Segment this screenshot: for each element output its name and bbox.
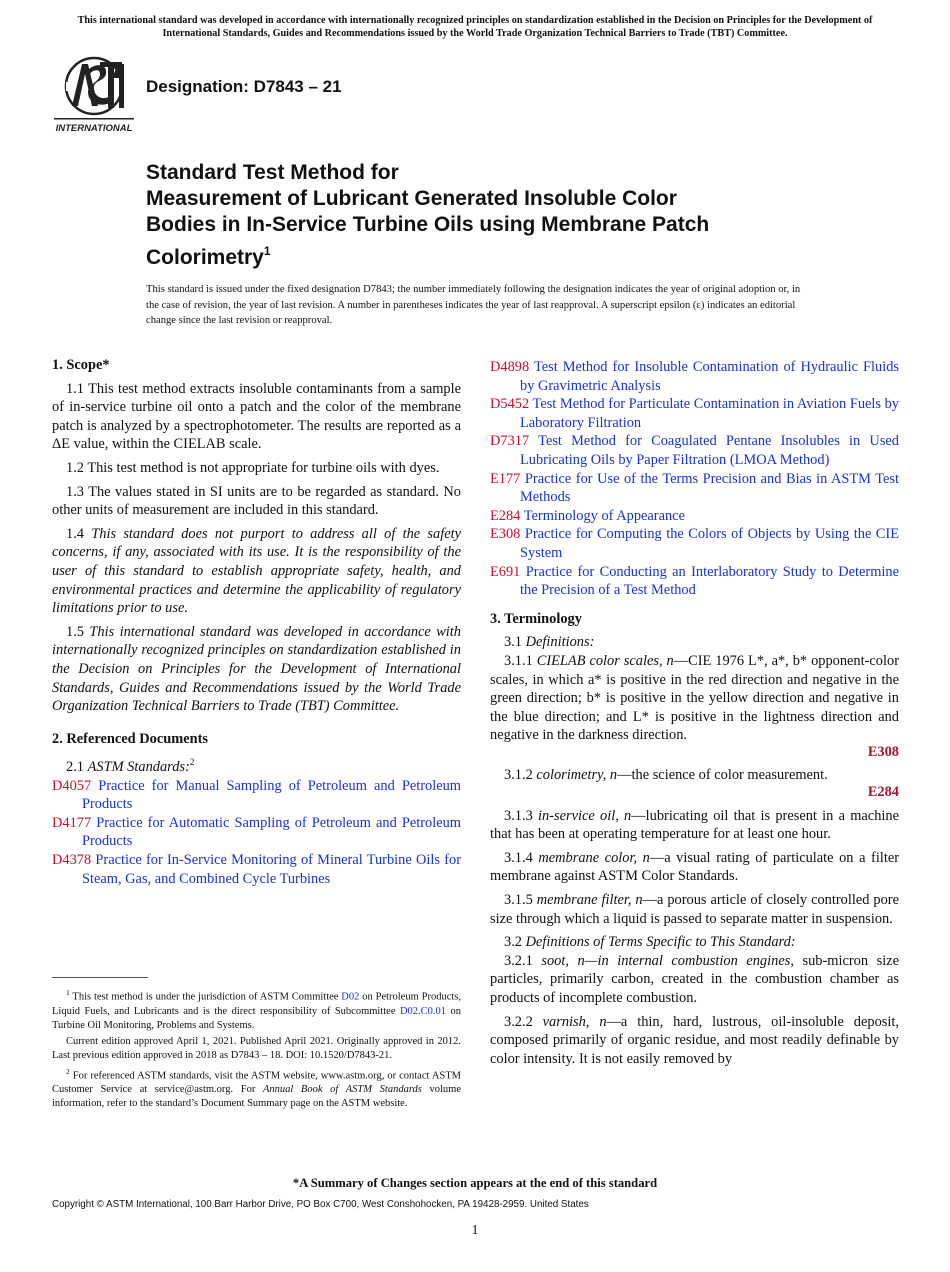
reference-title[interactable]: Practice for Use of the Terms Precision and Bias in ASTM Test Methods bbox=[520, 470, 899, 506]
title-line-text: Colorimetry bbox=[146, 246, 264, 269]
footnote-mark: 2 bbox=[189, 757, 195, 768]
definition-soot bbox=[490, 952, 899, 1008]
paragraph-number: 3.1.4 bbox=[504, 849, 533, 866]
top-note: This international standard was developed in accordance with internationally recognized principles on standardization established in the Decision on Principles for the Development of International Standards, Guides and Recommendations issued by the World Trade Organization Technical Barriers to Trade (TBT) Committee. bbox=[77, 15, 873, 39]
definition-cielab bbox=[490, 652, 899, 745]
subsection-label: ASTM Standards: bbox=[87, 759, 190, 776]
astm-logo-icon bbox=[52, 56, 136, 134]
definition-term: soot, n—in internal combustion engines bbox=[541, 952, 791, 969]
right-column bbox=[490, 358, 899, 1073]
footnote-text: on Petroleum Products, Liquid Fuels, and Lubricants and is the direct responsibility of Subcommittee bbox=[52, 991, 461, 1017]
paragraph-text: This standard does not purport to address all of the safety concerns, if any, associated with its use. It is the responsibility of the user of this standard to establish appropriate safety, health, and environmental practices and determine the applicability of regulatory limitations prior to use. bbox=[52, 525, 461, 617]
paragraph-1-2: 1.2 This test method is not appropriate for turbine oils with dyes. bbox=[66, 459, 440, 476]
document-title bbox=[146, 160, 846, 271]
definition-term: membrane color, n bbox=[538, 849, 650, 866]
reference-code[interactable]: E284 bbox=[490, 507, 521, 524]
paragraph-number: 3.2.1 bbox=[504, 952, 533, 969]
paragraph-number: 2.1 bbox=[66, 759, 84, 776]
reference-title[interactable]: Test Method for Coagulated Pentane Insolubles in Used Lubricating Oils by Paper Filtration (LMOA Method) bbox=[520, 433, 899, 468]
paragraph-number: 3.1.1 bbox=[504, 652, 533, 669]
reference-title[interactable]: Practice for Conducting an Interlaboratory Study to Determine the Precision of a Test Method bbox=[520, 563, 899, 599]
paragraph-number: 3.2.2 bbox=[504, 1013, 533, 1030]
reference-code[interactable]: E308 bbox=[490, 526, 521, 543]
reference-d7317[interactable] bbox=[490, 432, 899, 469]
definition-text: —a visual rating of particulate on a filter membrane against ASTM Color Standards. bbox=[490, 849, 900, 885]
paragraph-number: 3.1.2 bbox=[504, 767, 533, 784]
definition-source-link[interactable]: E284 bbox=[867, 784, 899, 801]
paragraph-number: 1.5 bbox=[66, 623, 84, 640]
section-heading-referenced-documents: 2. Referenced Documents bbox=[52, 730, 208, 747]
definition-term: membrane filter, n bbox=[536, 892, 643, 909]
definition-source-link[interactable]: E308 bbox=[867, 743, 899, 760]
reference-e284[interactable] bbox=[490, 507, 899, 526]
paragraph-number: 3.2 bbox=[504, 934, 522, 951]
footnote-mark: 1 bbox=[66, 988, 70, 997]
reference-title[interactable]: Practice for Computing the Colors of Objects by Using the CIE System bbox=[520, 526, 899, 561]
astm-logo bbox=[52, 56, 136, 134]
definition-term: CIELAB color scales, n bbox=[536, 652, 674, 669]
definition-membrane-color bbox=[490, 849, 899, 886]
reference-title[interactable]: Practice for In-Service Monitoring of Mineral Turbine Oils for Steam, Gas, and Combined Cycle Turbines bbox=[82, 852, 461, 887]
paragraph-1-4 bbox=[52, 525, 461, 618]
definition-term: in-service oil, n bbox=[538, 807, 632, 824]
definition-varnish bbox=[490, 1013, 899, 1069]
paragraph-1-5 bbox=[52, 623, 461, 716]
definition-text: —CIE 1976 L*, a*, b* opponent-color scales, in which a* is positive in the red direction and negative in the green direction; b* is positive in the yellow direction and negative in the blue direction; and L* is positive in the lightness direction and negative in the darkness direction. bbox=[490, 652, 899, 744]
definition-term: varnish, n bbox=[542, 1013, 607, 1030]
reference-d4057[interactable] bbox=[52, 777, 461, 814]
definition-text: —a thin, hard, lustrous, oil-insoluble deposit, composed primarily of organic residue, and most readily definable by color intensity. It is not easily removed by bbox=[490, 1013, 899, 1067]
definition-text: —the science of color measurement. bbox=[617, 767, 828, 784]
footnote-2 bbox=[52, 1065, 461, 1112]
section-heading-scope: 1. Scope* bbox=[52, 357, 110, 373]
reference-d4378[interactable] bbox=[52, 851, 461, 888]
footnote-text: on Turbine Oil Monitoring, Problems and Systems. bbox=[52, 1005, 462, 1031]
reference-d4898[interactable] bbox=[490, 358, 899, 395]
definition-text: , sub-micron size particles, primarily carbon, created in the combustion chamber as products of incomplete combustion. bbox=[490, 952, 899, 1006]
subsection-label: Definitions: bbox=[525, 634, 595, 651]
paragraph-number: 3.1 bbox=[504, 634, 522, 651]
section-heading-terminology: 3. Terminology bbox=[490, 610, 582, 627]
paragraph-1-1: 1.1 This test method extracts insoluble contaminants from a sample of in-service turbine oil onto a patch and the color of the membrane patch is analyzed by a spectrophotometer. The results are reported as a ΔE value, within the CIELAB scale. bbox=[52, 380, 461, 453]
reference-e691[interactable] bbox=[490, 563, 899, 600]
summary-of-changes-note: *A Summary of Changes section appears at the end of this standard bbox=[292, 1176, 658, 1190]
designation: Designation: D7843 – 21 bbox=[146, 77, 342, 96]
footnote-divider bbox=[52, 977, 148, 978]
footnote-italic: Annual Book of ASTM Standards bbox=[262, 1084, 422, 1095]
issued-note: This standard is issued under the fixed designation D7843; the number immediately following the designation indicates the year of original adoption or, in the case of revision, the year of last revision. A number in parentheses indicates the year of last reapproval. A superscript epsilon (ε) indicates an editorial change since the last revision or reapproval. bbox=[146, 284, 801, 327]
definition-text: —lubricating oil that is present in a machine that has been at operating temperature for at least one hour. bbox=[490, 807, 899, 843]
reference-title[interactable]: Terminology of Appearance bbox=[523, 507, 685, 524]
reference-title[interactable]: Test Method for Insoluble Contamination of Hydraulic Fluids by Gravimetric Analysis bbox=[520, 359, 899, 394]
reference-e308[interactable] bbox=[490, 525, 899, 562]
paragraph-3-2 bbox=[490, 933, 899, 952]
definition-membrane-filter bbox=[490, 891, 899, 928]
paragraph-1-3: 1.3 The values stated in SI units are to be regarded as standard. No other units of measurement are included in this standard. bbox=[52, 483, 461, 519]
paragraph-text: This international standard was developed in accordance with internationally recognized principles on standardization established in the Decision on Principles for the Development of International Standards, Guides and Recommendations issued by the World Trade Organization Technical Barriers to Trade (TBT) Committee. bbox=[52, 623, 461, 715]
reference-d5452[interactable] bbox=[490, 395, 899, 432]
definition-term: colorimetry, n bbox=[536, 767, 618, 784]
reference-code[interactable]: E691 bbox=[490, 563, 521, 580]
reference-code[interactable]: E177 bbox=[490, 470, 521, 487]
paragraph-3-1 bbox=[490, 633, 899, 652]
reference-e177[interactable] bbox=[490, 470, 899, 507]
left-column bbox=[52, 356, 461, 888]
reference-title[interactable]: Practice for Manual Sampling of Petroleum and Petroleum Products bbox=[82, 777, 461, 813]
footnote-1-edition: Current edition approved April 1, 2021. Published April 2021. Originally approved in 2012. Last previous edition approved in 2018 as D7843 – 18. DOI: 10.1520/D7843-21. bbox=[52, 1035, 461, 1061]
paragraph-number: 3.1.5 bbox=[504, 892, 533, 909]
footnote-mark: 2 bbox=[66, 1066, 70, 1076]
footnote-text: volume information, refer to the standard’s Document Summary page on the ASTM website. bbox=[52, 1084, 461, 1109]
reference-title[interactable]: Practice for Automatic Sampling of Petroleum and Petroleum Products bbox=[82, 814, 461, 850]
page-number: 1 bbox=[471, 1222, 479, 1237]
paragraph-number: 1.4 bbox=[66, 525, 84, 542]
subcommittee-link[interactable]: D02.C0.01 bbox=[399, 1005, 447, 1017]
title-line: Bodies in In-Service Turbine Oils using Membrane Patch bbox=[146, 213, 710, 236]
reference-code[interactable]: D4057 bbox=[52, 777, 92, 794]
reference-code[interactable]: D7317 bbox=[490, 433, 530, 450]
reference-title[interactable]: Test Method for Particulate Contamination in Aviation Fuels by Laboratory Filtration bbox=[520, 396, 899, 431]
title-line: Standard Test Method for bbox=[146, 161, 399, 184]
paragraph-2-1 bbox=[52, 753, 461, 776]
footnotes bbox=[52, 986, 461, 1113]
title-line: Measurement of Lubricant Generated Insoluble Color bbox=[146, 187, 677, 210]
title-footnote-mark: 1 bbox=[263, 244, 271, 258]
committee-link[interactable]: D02 bbox=[341, 991, 360, 1003]
definition-in-service-oil bbox=[490, 807, 899, 844]
definition-text: —a porous article of closely controlled pore size through which a liquid is passed to separate matter in suspension. bbox=[490, 892, 899, 927]
reference-code[interactable]: D4898 bbox=[490, 359, 530, 375]
reference-code[interactable]: D5452 bbox=[490, 396, 530, 413]
footnote-text: For referenced ASTM standards, visit the ASTM website, www.astm.org, or contact ASTM Customer Service at service@astm.org. For bbox=[52, 1070, 462, 1095]
reference-d4177[interactable] bbox=[52, 814, 461, 851]
reference-code[interactable]: D4177 bbox=[52, 814, 92, 831]
paragraph-number: 3.1.3 bbox=[504, 807, 533, 824]
copyright: Copyright © ASTM International, 100 Barr Harbor Drive, PO Box C700, West Conshohocken, PA 19428-2959. United States bbox=[52, 1199, 589, 1210]
subsection-label: Definitions of Terms Specific to This Standard: bbox=[525, 934, 796, 951]
logo-text: INTERNATIONAL bbox=[55, 123, 133, 134]
footnote-1 bbox=[52, 986, 461, 1033]
title-line bbox=[146, 238, 846, 271]
reference-code[interactable]: D4378 bbox=[52, 852, 92, 869]
footnote-text: This test method is under the jurisdiction of ASTM Committee bbox=[72, 991, 339, 1003]
